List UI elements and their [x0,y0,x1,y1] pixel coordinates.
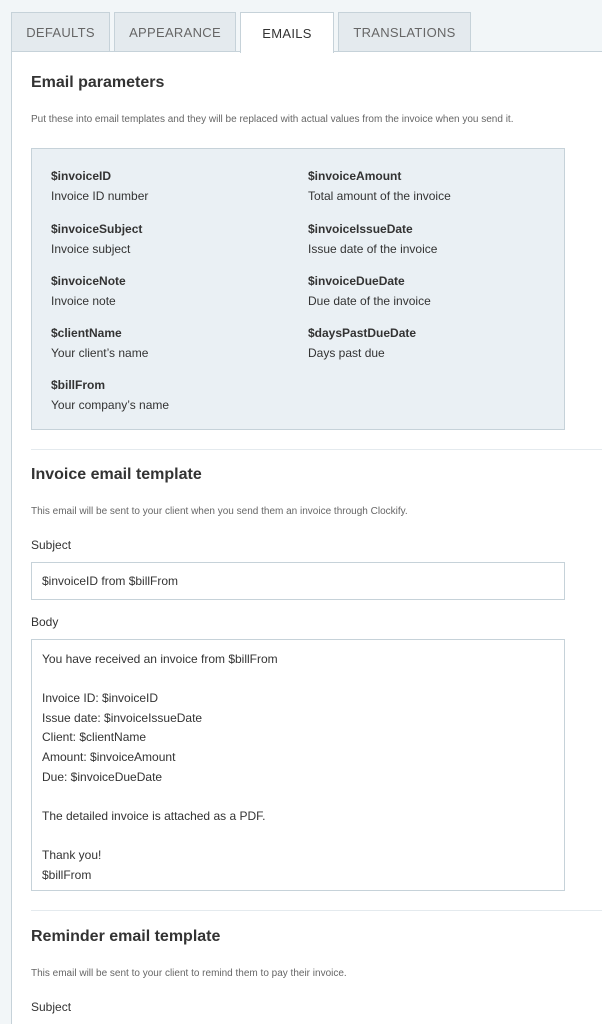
param-invoice-amount [308,168,548,204]
body-line [42,787,554,807]
param-name: $invoiceAmount [308,169,402,183]
param-label: Your company’s name [51,398,170,412]
param-label: Invoice note [51,294,116,308]
reminder-subject-label: Subject [31,1000,72,1014]
param-label: Total amount of the invoice [308,189,451,203]
reminder-template-title: Reminder email template [31,928,221,945]
tab-translations[interactable]: TRANSLATIONS [338,12,471,52]
email-parameters-description: Put these into email templates and they will be replaced with actual values from the invoice when you send it. [31,114,514,125]
section-divider [31,910,602,911]
param-name: $invoiceNote [51,274,126,288]
email-parameters-box [31,148,565,430]
tab-defaults[interactable]: DEFAULTS [11,12,110,52]
param-days-past-due-date [308,325,548,361]
param-name: $clientName [51,326,122,340]
invoice-body-label: Body [31,615,59,629]
body-line: Due: $invoiceDueDate [42,769,163,784]
invoice-subject-label: Subject [31,538,72,552]
param-bill-from [51,377,291,413]
param-name: $billFrom [51,378,106,392]
body-line: Thank you! [42,847,102,862]
invoice-template-description: This email will be sent to your client when you send them an invoice through Clockify. [31,506,408,517]
param-label: Invoice subject [51,242,131,256]
reminder-template-description: This email will be sent to your client to remind them to pay their invoice. [31,968,347,979]
body-line: $billFrom [42,867,92,882]
param-name: $invoiceSubject [51,222,143,236]
section-divider [31,449,602,450]
body-line: The detailed invoice is attached as a PDF. [42,808,266,823]
param-invoice-issue-date [308,221,548,257]
param-label: Your client’s name [51,346,149,360]
emails-panel [11,51,602,1024]
invoice-body-textarea[interactable] [31,639,565,891]
body-line: Issue date: $invoiceIssueDate [42,710,203,725]
invoice-subject-value: $invoiceID from $billFrom [42,574,179,588]
invoice-subject-input[interactable] [31,562,565,600]
tab-bar [11,12,471,52]
param-invoice-id [51,168,291,204]
param-label: Days past due [308,346,385,360]
email-parameters-title: Email parameters [31,74,165,91]
body-line: Invoice ID: $invoiceID [42,691,159,706]
body-line: Client: $clientName [42,730,147,745]
param-client-name [51,325,291,361]
param-invoice-note [51,273,291,309]
param-label: Due date of the invoice [308,294,431,308]
tab-appearance[interactable]: APPEARANCE [114,12,236,52]
body-line [42,670,554,690]
body-line: Amount: $invoiceAmount [42,749,176,764]
param-label: Issue date of the invoice [308,242,438,256]
param-invoice-subject [51,221,291,257]
param-name: $invoiceDueDate [308,274,405,288]
body-line [42,826,554,846]
param-label: Invoice ID number [51,189,149,203]
body-line: You have received an invoice from $billFrom [42,652,278,666]
param-invoice-due-date [308,273,548,309]
param-name: $invoiceIssueDate [308,222,413,236]
param-name: $daysPastDueDate [308,326,417,340]
param-name: $invoiceID [51,169,112,183]
invoice-template-title: Invoice email template [31,466,202,483]
tab-emails[interactable]: EMAILS [240,12,334,53]
